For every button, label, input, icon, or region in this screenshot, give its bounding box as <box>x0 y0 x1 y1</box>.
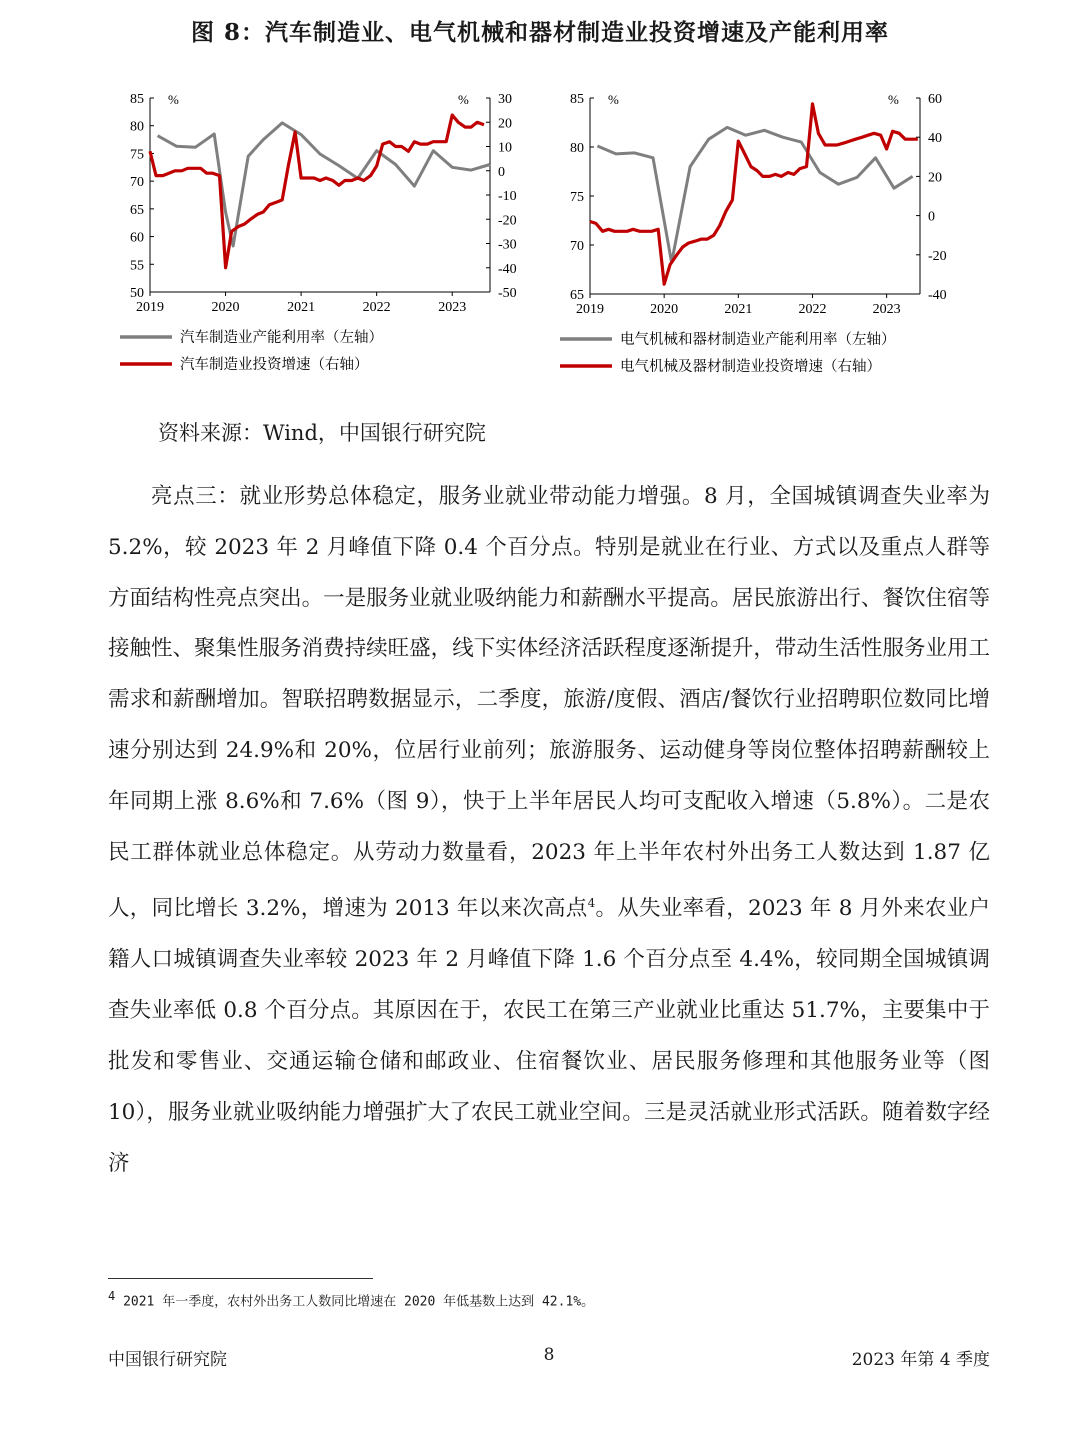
right-tick-label: 10 <box>498 140 512 156</box>
right-tick-label: 40 <box>928 131 942 147</box>
left-tick-label: 80 <box>130 119 144 135</box>
left-tick-label: 70 <box>570 239 584 254</box>
left-tick-label: 85 <box>130 92 144 107</box>
footnote-text: 2021 年一季度，农村外出务工人数同比增速在 2020 年低基数上达到 42.1%。 <box>123 1294 595 1310</box>
right-tick-label: -30 <box>498 237 517 253</box>
right-tick-label: 20 <box>928 170 942 186</box>
x-tick-label: 2020 <box>211 300 240 315</box>
footer-issue: 2023 年第 4 季度 <box>851 1350 990 1370</box>
left-unit-label: % <box>168 92 179 107</box>
right-tick-label: -40 <box>498 261 517 277</box>
legend-label: 电气机械和器材制造业产能利用率（左轴） <box>620 332 896 348</box>
right-unit-label: % <box>888 92 899 107</box>
right-tick-label: -10 <box>498 189 517 204</box>
right-tick-label: -20 <box>928 248 947 264</box>
legend-label: 电气机械及器材制造业投资增速（右轴） <box>620 359 881 375</box>
paragraph-part-1: 亮点三：就业形势总体稳定，服务业就业带动能力增强。8 月，全国城镇调查失业率为 5.2%，较 2023 年 2 月峰值下降 0.4 个百分点。特别是就业在行业、方式以及重点人群等方面结构性亮点突出。一是服务业就业吸纳能力和薪酬水平提高。居民旅游出行、餐饮住宿等接触性、聚集性服务消费持续旺盛，线下实体经济活跃程度逐渐提升，带动生活性服务业用工需求和薪酬增加。智联招聘数据显示，二季度，旅游/度假、酒店/餐饮行业招聘职位数同比增速分别达到 24.9%和 20%，位居行业前列；旅游服务、运动健身等岗位整体招聘薪酬较上年同期上涨 8.6%和 7.6%（图 9），快于上半年居民人均可支配收入增速（5.8%）。二是农民工群体就业总体稳定。从劳动力数量看，2023 年上半年农村外出务工人数达到 1.87 亿人，同比增长 3.2%，增速为 2013 年以来次高点 <box>108 484 990 922</box>
x-tick-label: 2021 <box>724 302 753 317</box>
x-tick-label: 2023 <box>872 302 901 317</box>
figure-title: 图 8：汽车制造业、电气机械和器材制造业投资增速及产能利用率 <box>190 19 889 46</box>
right-tick-label: -20 <box>498 213 517 229</box>
source-note: 资料来源：Wind，中国银行研究院 <box>158 421 486 445</box>
right-unit-label: % <box>458 92 469 107</box>
utilization-series-line <box>597 127 912 262</box>
left-unit-label: % <box>608 92 619 107</box>
legend-label: 汽车制造业产能利用率（左轴） <box>180 330 383 346</box>
right-tick-label: 30 <box>498 92 512 107</box>
x-tick-label: 2022 <box>362 300 391 315</box>
paragraph-part-2: 。从失业率看，2023 年 8 月外来农业户籍人口城镇调查失业率较 2023 年 2 月峰值下降 1.6 个百分点至 4.4%，较同期全国城镇调查失业率低 0.8 个百分点。其原因在于，农民工在第三产业就业比重达 51.7%，主要集中于批发和零售业、交通运输仓储和邮政业、住宿餐饮业、居民服务修理和其他服务业等（图 10），服务业就业吸纳能力增强扩大了农民工就业空间。三是灵活就业形式活跃。随着数字经济 <box>108 896 990 1176</box>
right-tick-label: 0 <box>928 209 935 225</box>
x-tick-label: 2023 <box>438 300 467 315</box>
left-tick-label: 60 <box>130 230 144 246</box>
paragraph <box>108 472 990 1189</box>
legend-label: 汽车制造业投资增速（右轴） <box>180 357 369 373</box>
left-tick-label: 65 <box>570 288 584 303</box>
investment-series-line <box>590 104 918 284</box>
x-tick-label: 2019 <box>136 300 164 315</box>
right-tick-label: -40 <box>928 288 947 303</box>
right-tick-label: 20 <box>498 116 512 132</box>
investment-series-line <box>150 115 484 268</box>
left-tick-label: 80 <box>570 141 584 156</box>
auto-chart-svg <box>108 88 518 388</box>
electrical-chart <box>558 88 978 388</box>
right-tick-label: -50 <box>498 286 517 301</box>
footnote-number: 4 <box>108 1289 116 1303</box>
left-tick-label: 70 <box>130 175 144 191</box>
footnote-mark: 4 <box>587 896 596 911</box>
left-tick-label: 55 <box>130 258 144 274</box>
x-tick-label: 2019 <box>576 302 604 317</box>
right-tick-label: 60 <box>928 92 942 107</box>
body-text <box>108 472 990 1189</box>
footnote-divider <box>108 1278 373 1279</box>
footnote <box>108 1289 594 1309</box>
left-tick-label: 50 <box>130 286 144 301</box>
right-tick-label: 0 <box>498 164 505 180</box>
footer-org: 中国银行研究院 <box>108 1350 227 1370</box>
x-tick-label: 2020 <box>650 302 679 317</box>
left-tick-label: 75 <box>570 190 584 205</box>
page-number: 8 <box>543 1345 555 1365</box>
left-tick-label: 75 <box>130 147 144 163</box>
auto-chart <box>108 88 518 388</box>
x-tick-label: 2021 <box>287 300 316 315</box>
x-tick-label: 2022 <box>798 302 827 317</box>
left-tick-label: 85 <box>570 92 584 107</box>
left-tick-label: 65 <box>130 202 144 218</box>
electrical-chart-svg <box>558 88 978 388</box>
